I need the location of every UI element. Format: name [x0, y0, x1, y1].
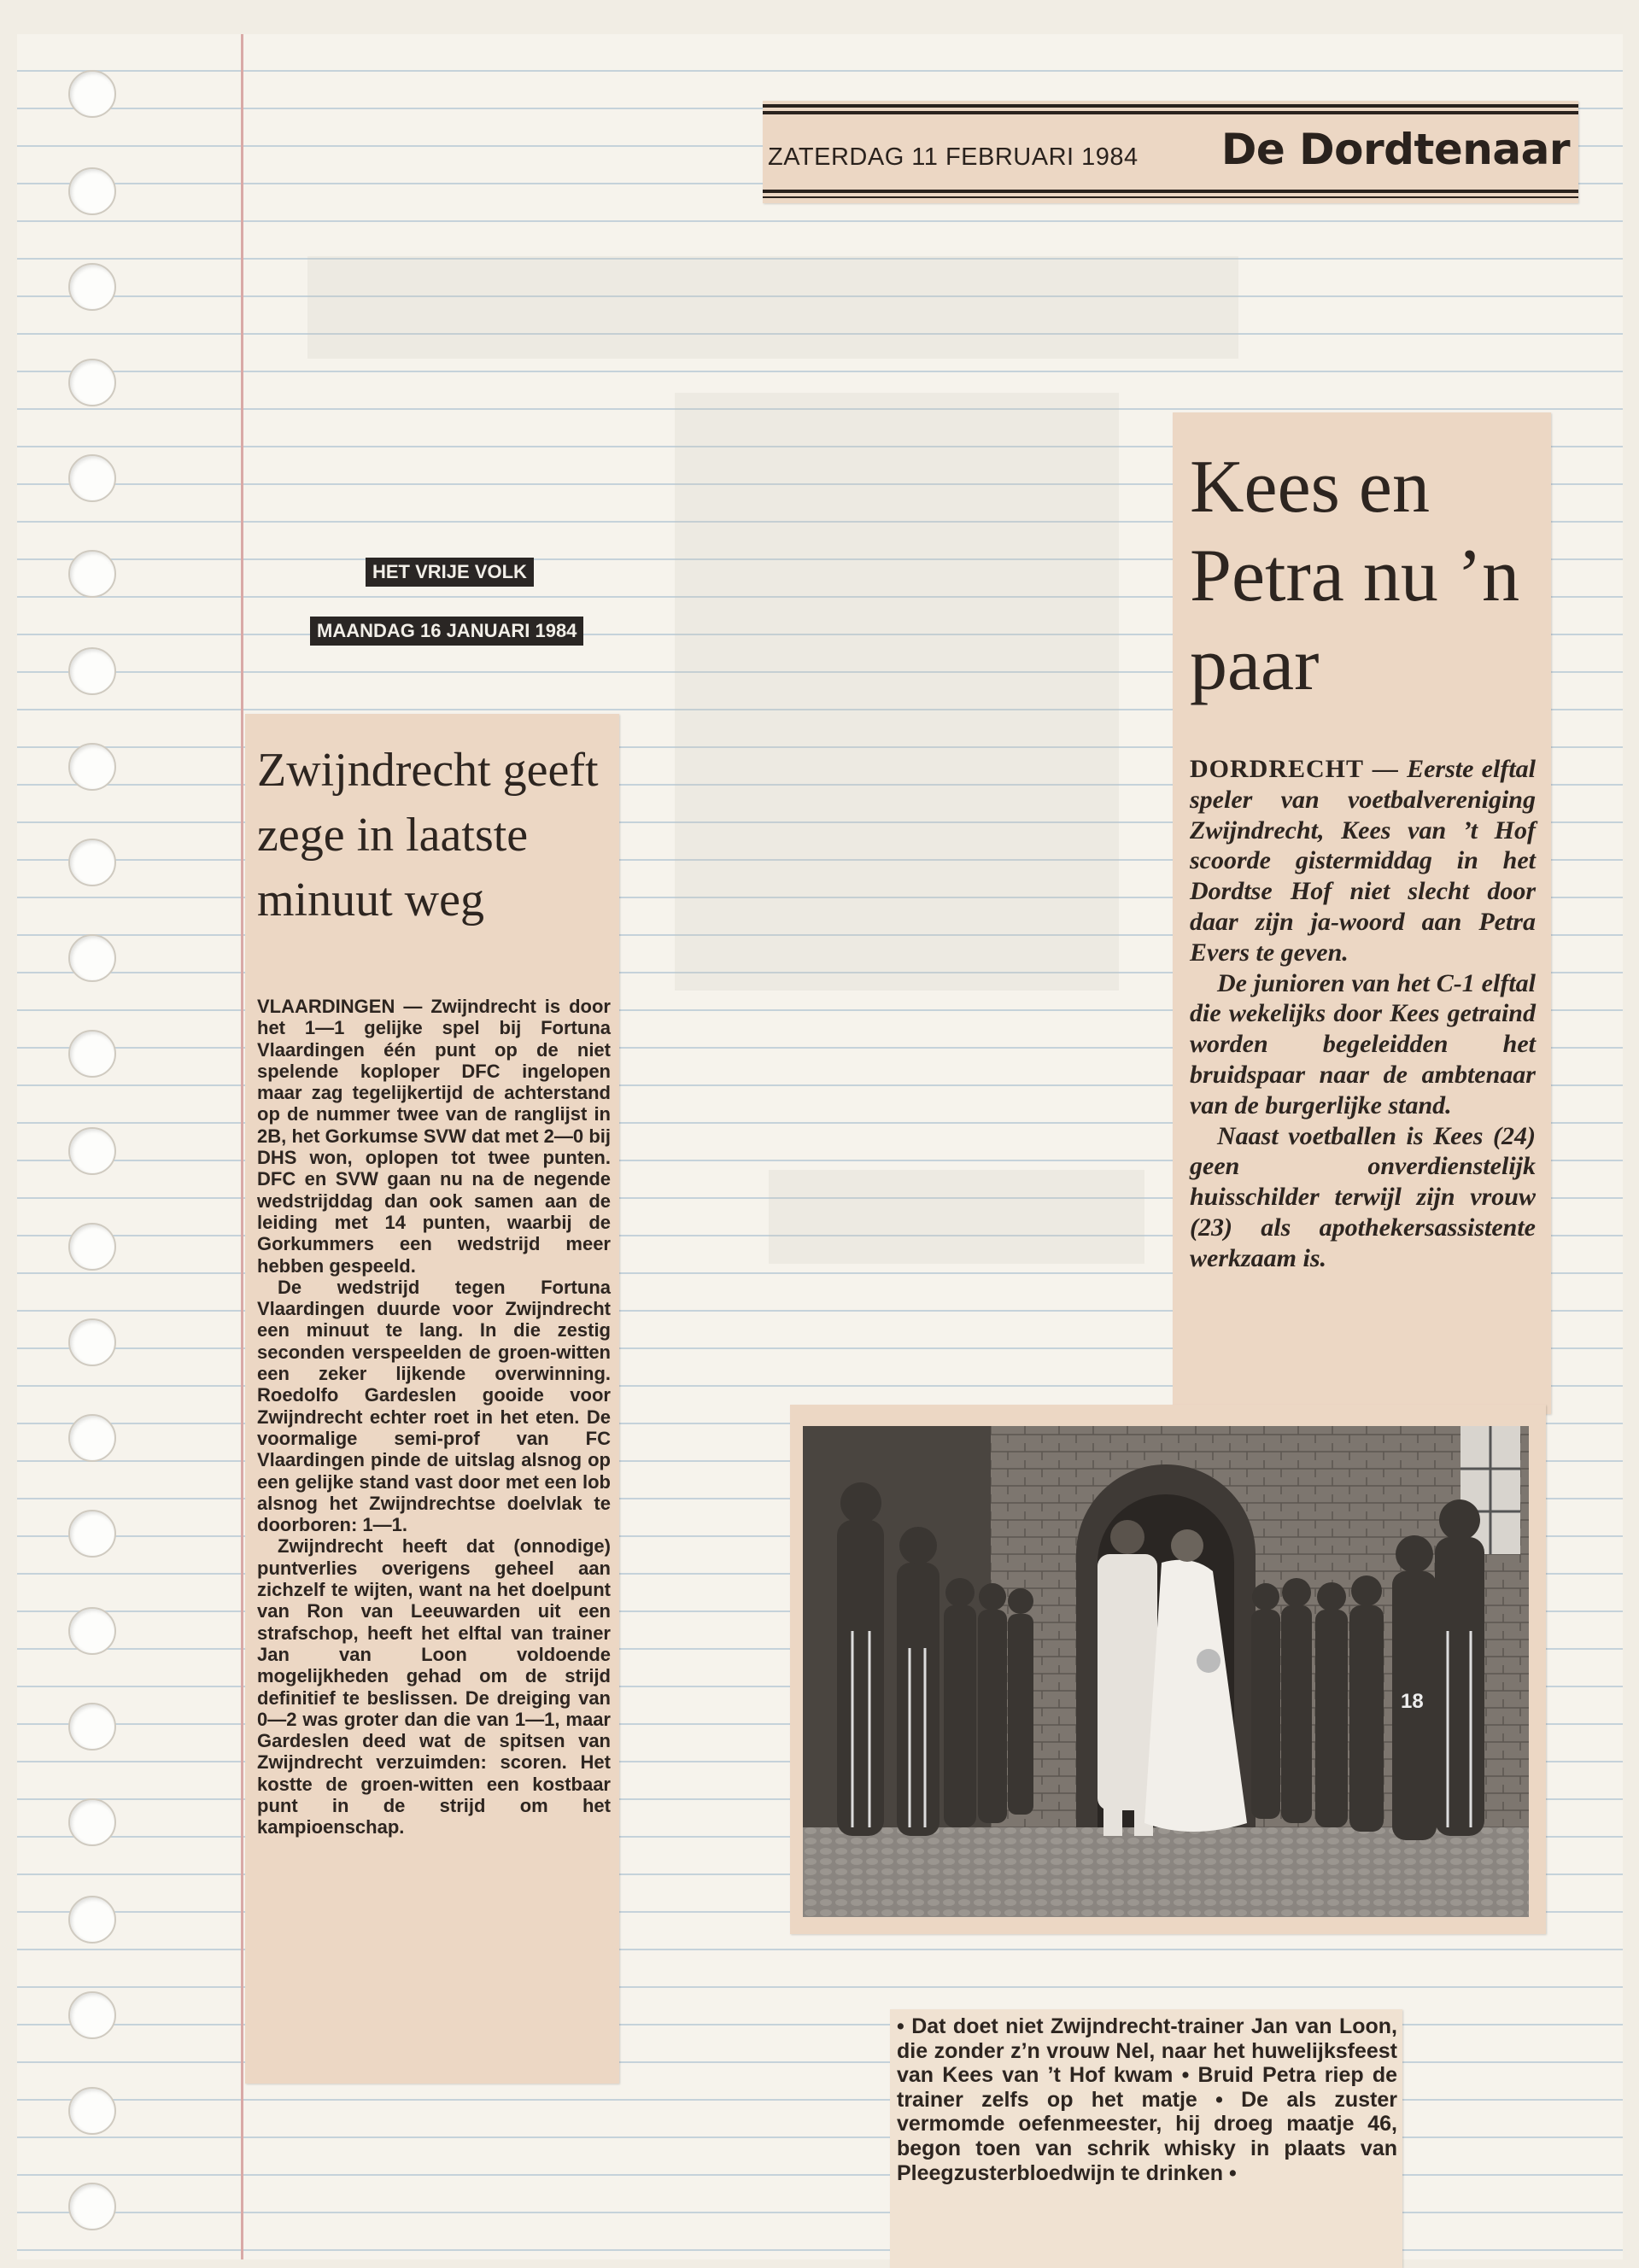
bleed-through [675, 393, 1119, 991]
binder-hole [68, 263, 116, 311]
article-body [1190, 754, 1536, 1274]
article-paragraph: VLAARDINGEN — Zwijndrecht is door het 1—1 gelijke spel bij Fortuna Vlaardingen één punt op de niet spelende koploper DFC ingelopen maar zag tegelijkertijd de achterstand op de nummer twee van de ranglijst in 2B, het Gorkumse SVW dat met 2—0 bij DHS won, oplopen tot twee punten. DFC en SVW gaan nu na de negende wedstrijddag dan ook samen aan de leiding met 14 punten, waarbij de Gorkummers een wedstrijd meer hebben gespeeld. [257, 996, 611, 1277]
binder-hole [68, 70, 116, 118]
binder-hole [68, 1991, 116, 2039]
caption-clipping [890, 2009, 1402, 2268]
photo-clipping [790, 1405, 1546, 1934]
masthead-clipping [763, 101, 1578, 203]
masthead-paper-name: De Dordtenaar [1220, 125, 1570, 174]
masthead-rule [763, 190, 1578, 193]
masthead-date: ZATERDAG 11 FEBRUARI 1984 [768, 143, 1139, 171]
masthead-rule [763, 111, 1578, 114]
masthead-rule [763, 104, 1578, 108]
article-paragraph: De wedstrijd tegen Fortuna Vlaardingen duurde voor Zwijndrecht een minuut te lang. In die zestig seconden verspeelden de groen-witten een zeker lijkende overwinning. Roedolfo Gardeslen gooide voor Zwijndrecht echter roet in het eten. De voormalige semi-prof van FC Vlaardingen pinde de uitslag alsnog op een gelijke stand vast door met een lob alsnog het Zwijndrechtse doelvlak te doorboren: 1—1. [257, 1276, 611, 1536]
binder-hole [68, 454, 116, 502]
binder-hole [68, 647, 116, 695]
article-paragraph-text: Eerste elftal speler van voetbalvereniging Zwijndrecht, Kees van ’t Hof scoorde gistermiddag in het Dordtse Hof niet slecht door daar zijn ja-woord aan Petra Evers te geven. [1190, 755, 1536, 967]
caption-text: • Dat doet niet Zwijndrecht-trainer Jan van Loon, die zonder z’n vrouw Nel, naar het huwelijksfeest van Kees van ’t Hof kwam • Bruid Petra riep de trainer zelfs op het matje • De als zuster vermomde oefenmeester, hij droeg maatje 46, begon toen van schrik whisky in plaats van Pleegzusterbloedwijn te drinken • [897, 2014, 1397, 2185]
source-label-paper: HET VRIJE VOLK [366, 558, 534, 587]
masthead-rule [763, 196, 1578, 198]
article-paragraph: De junioren van het C-1 elftal die wekelijks door Kees getraind worden begeleidden het bruidspaar naar de ambtenaar van de burgerlijke stand. [1190, 968, 1536, 1119]
binder-hole [68, 1607, 116, 1655]
article-dateline: DORDRECHT — [1190, 755, 1399, 783]
binder-hole [68, 167, 116, 215]
binder-hole [68, 1223, 116, 1271]
article-paragraph: Zwijndrecht heeft dat (onnodige) puntverlies overigens geheel aan zichzelf te wijten, want na het doelpunt van Ron van Leeuwarden uit een strafschop, heeft het elftal van trainer Jan van Loon voldoende mogelijkheden gehad om de strijd definitief te beslissen. De dreiging van 0—2 was groter dan die van 1—1, maar Gardeslen deed wat de spitsen van Zwijndrecht verzuimden: scoren. Het kostte de groen-witten een kostbaar punt in de strijd om het kampioenschap. [257, 1535, 611, 1838]
article-headline: Zwijndrecht geeft zege in laatste minuut weg [257, 744, 599, 926]
binder-hole [68, 2087, 116, 2135]
binder-hole [68, 1510, 116, 1558]
binder-hole [68, 1896, 116, 1944]
bleed-through [769, 1170, 1144, 1264]
binder-hole [68, 934, 116, 982]
binder-hole [68, 1030, 116, 1078]
bleed-through [307, 256, 1238, 359]
article-paragraph [1190, 754, 1536, 968]
wedding-photo [803, 1426, 1529, 1917]
article-body [257, 996, 611, 1838]
article-headline: Kees en Petra nu ’n paar [1190, 446, 1520, 706]
jersey-number: 18 [1401, 1690, 1424, 1713]
binder-hole [68, 1798, 116, 1846]
binder-hole [68, 550, 116, 598]
binder-hole [68, 1414, 116, 1462]
article-paragraph: Naast voetballen is Kees (24) geen onverdienstelijk huisschilder terwijl zijn vrouw (23) als apothekersassistente werkzaam is. [1190, 1121, 1536, 1272]
binder-hole [68, 743, 116, 791]
binder-hole [68, 839, 116, 886]
binder-hole [68, 1318, 116, 1366]
article-kees-petra [1173, 412, 1551, 1414]
source-label-date: MAANDAG 16 JANUARI 1984 [310, 617, 583, 646]
binder-hole [68, 1703, 116, 1751]
article-zwijndrecht [245, 714, 619, 2084]
binder-hole [68, 2183, 116, 2230]
binder-hole [68, 1127, 116, 1175]
binder-hole [68, 359, 116, 406]
